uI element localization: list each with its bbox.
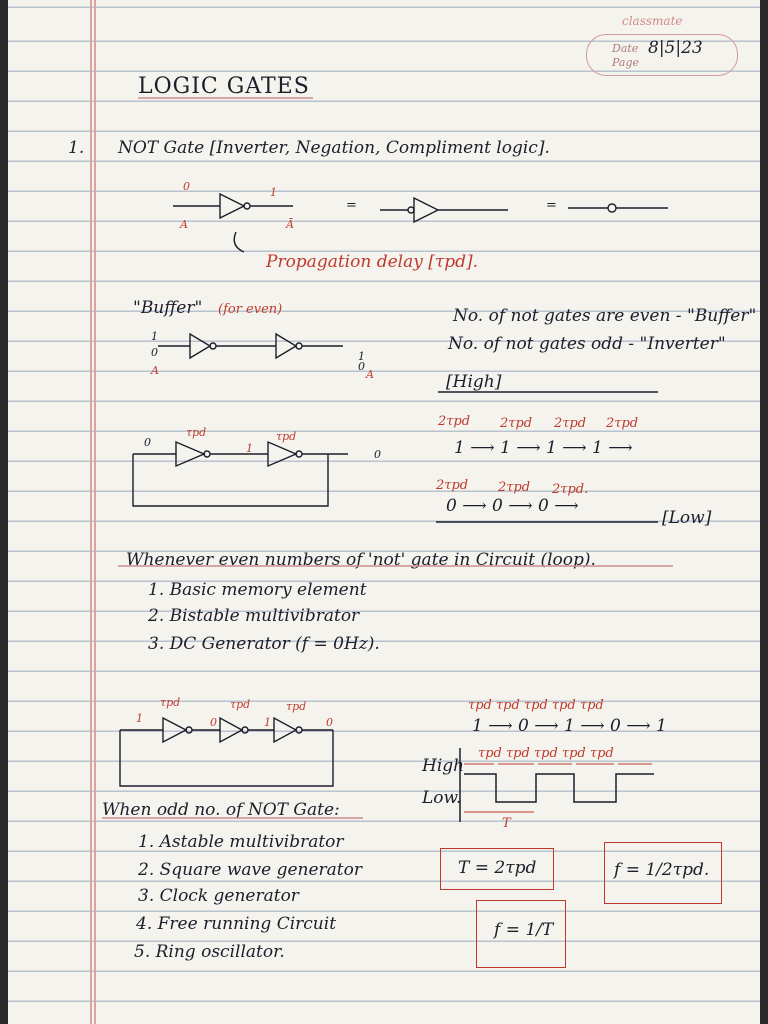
high-delay-3: 2τpd <box>554 416 587 431</box>
loop2-mid: 1 <box>246 442 253 455</box>
formula-period: T = 2τpd <box>458 858 537 878</box>
tpd-label: τpd <box>186 426 207 439</box>
equals-sign: = <box>546 198 557 213</box>
label-output-abar: Ā <box>286 218 294 231</box>
page-title: LOGIC GATES <box>138 74 310 99</box>
even-heading: Whenever even numbers of 'not' gate in Circuit (loop). <box>126 550 596 570</box>
low-label: [Low] <box>662 508 712 528</box>
odd-item-4: 4. Free running Circuit <box>136 914 337 934</box>
tpd-label: τpd <box>286 700 307 713</box>
tpd-label: τpd <box>230 698 251 711</box>
loop2-diagram <box>133 442 348 506</box>
low-delay-2: 2τpd <box>498 480 531 495</box>
notebook-page <box>8 0 760 1024</box>
square-waveform <box>460 748 654 822</box>
formula-frequency: f = 1/2τpd. <box>614 860 710 880</box>
loop3-n2: 0 <box>210 716 217 729</box>
page-label: Page <box>612 56 640 69</box>
equals-sign: = <box>346 198 357 213</box>
buffer-heading: "Buffer" <box>133 298 203 318</box>
formula-reciprocal: f = 1/T <box>494 920 554 940</box>
rule-even: No. of not gates are even - "Buffer" <box>453 306 757 326</box>
loop3-n4: 0 <box>326 716 333 729</box>
label-out-1: 1 <box>270 186 277 199</box>
high-delay-2: 2τpd <box>500 416 533 431</box>
section-heading: NOT Gate [Inverter, Negation, Compliment logic]. <box>118 138 550 158</box>
low-delay-3: 2τpd. <box>552 482 589 497</box>
odd-item-5: 5. Ring oscillator. <box>134 942 285 962</box>
loop3-diagram <box>120 718 333 786</box>
propagation-delay-note: Propagation delay [τpd]. <box>266 252 479 272</box>
loop3-n3: 1 <box>264 716 271 729</box>
waveform-arrows <box>464 764 652 812</box>
label-in-0: 0 <box>183 180 190 193</box>
wave-high-label: High <box>422 756 465 776</box>
buffer-out-0: 0 <box>358 360 365 373</box>
rule-odd: No. of not gates odd - "Inverter" <box>448 334 726 354</box>
low-delay-1: 2τpd <box>436 478 469 493</box>
buffer-diagram <box>158 334 343 358</box>
odd-heading: When odd no. of NOT Gate: <box>102 800 340 820</box>
high-delay-4: 2τpd <box>606 416 639 431</box>
date-value: 8|5|23 <box>648 38 703 58</box>
wave-tpd-row: τpd τpd τpd τpd τpd <box>478 746 614 761</box>
high-delay-1: 2τpd <box>438 414 471 429</box>
odd-item-2: 2. Square wave generator <box>138 860 362 880</box>
brand-logo: classmate <box>622 14 683 28</box>
loop2-in: 0 <box>144 436 151 449</box>
section-number: 1. <box>68 138 85 158</box>
odd-delays: τpd τpd τpd τpd τpd <box>468 698 604 713</box>
circuit-diagrams <box>8 0 760 1024</box>
buffer-in-a: A <box>151 364 159 377</box>
not-gate-diagram <box>173 194 668 252</box>
even-item-2: 2. Bistable multivibrator <box>148 606 360 626</box>
buffer-condition: (for even) <box>218 302 283 317</box>
label-input-a: A <box>180 218 188 231</box>
high-label: [High] <box>446 372 502 392</box>
date-label: Date <box>612 42 639 55</box>
even-item-3: 3. DC Generator (f = 0Hz). <box>148 634 380 654</box>
wave-period-label: T <box>502 816 511 831</box>
buffer-out-a: A <box>366 368 374 381</box>
low-sequence: 0 ⟶ 0 ⟶ 0 ⟶ <box>446 496 579 516</box>
wave-low-label: Low. <box>422 788 462 808</box>
even-item-1: 1. Basic memory element <box>148 580 367 600</box>
buffer-in-0: 0 <box>151 346 158 359</box>
buffer-in-1: 1 <box>151 330 158 343</box>
odd-item-1: 1. Astable multivibrator <box>138 832 344 852</box>
buffer-out-1: 1 <box>358 350 365 363</box>
high-sequence: 1 ⟶ 1 ⟶ 1 ⟶ 1 ⟶ <box>454 438 633 458</box>
odd-sequence: 1 ⟶ 0 ⟶ 1 ⟶ 0 ⟶ 1 <box>472 716 667 736</box>
loop2-out: 0 <box>374 448 381 461</box>
tpd-label: τpd <box>160 696 181 709</box>
odd-item-3: 3. Clock generator <box>138 886 299 906</box>
tpd-label: τpd <box>276 430 297 443</box>
loop3-n1: 1 <box>136 712 143 725</box>
